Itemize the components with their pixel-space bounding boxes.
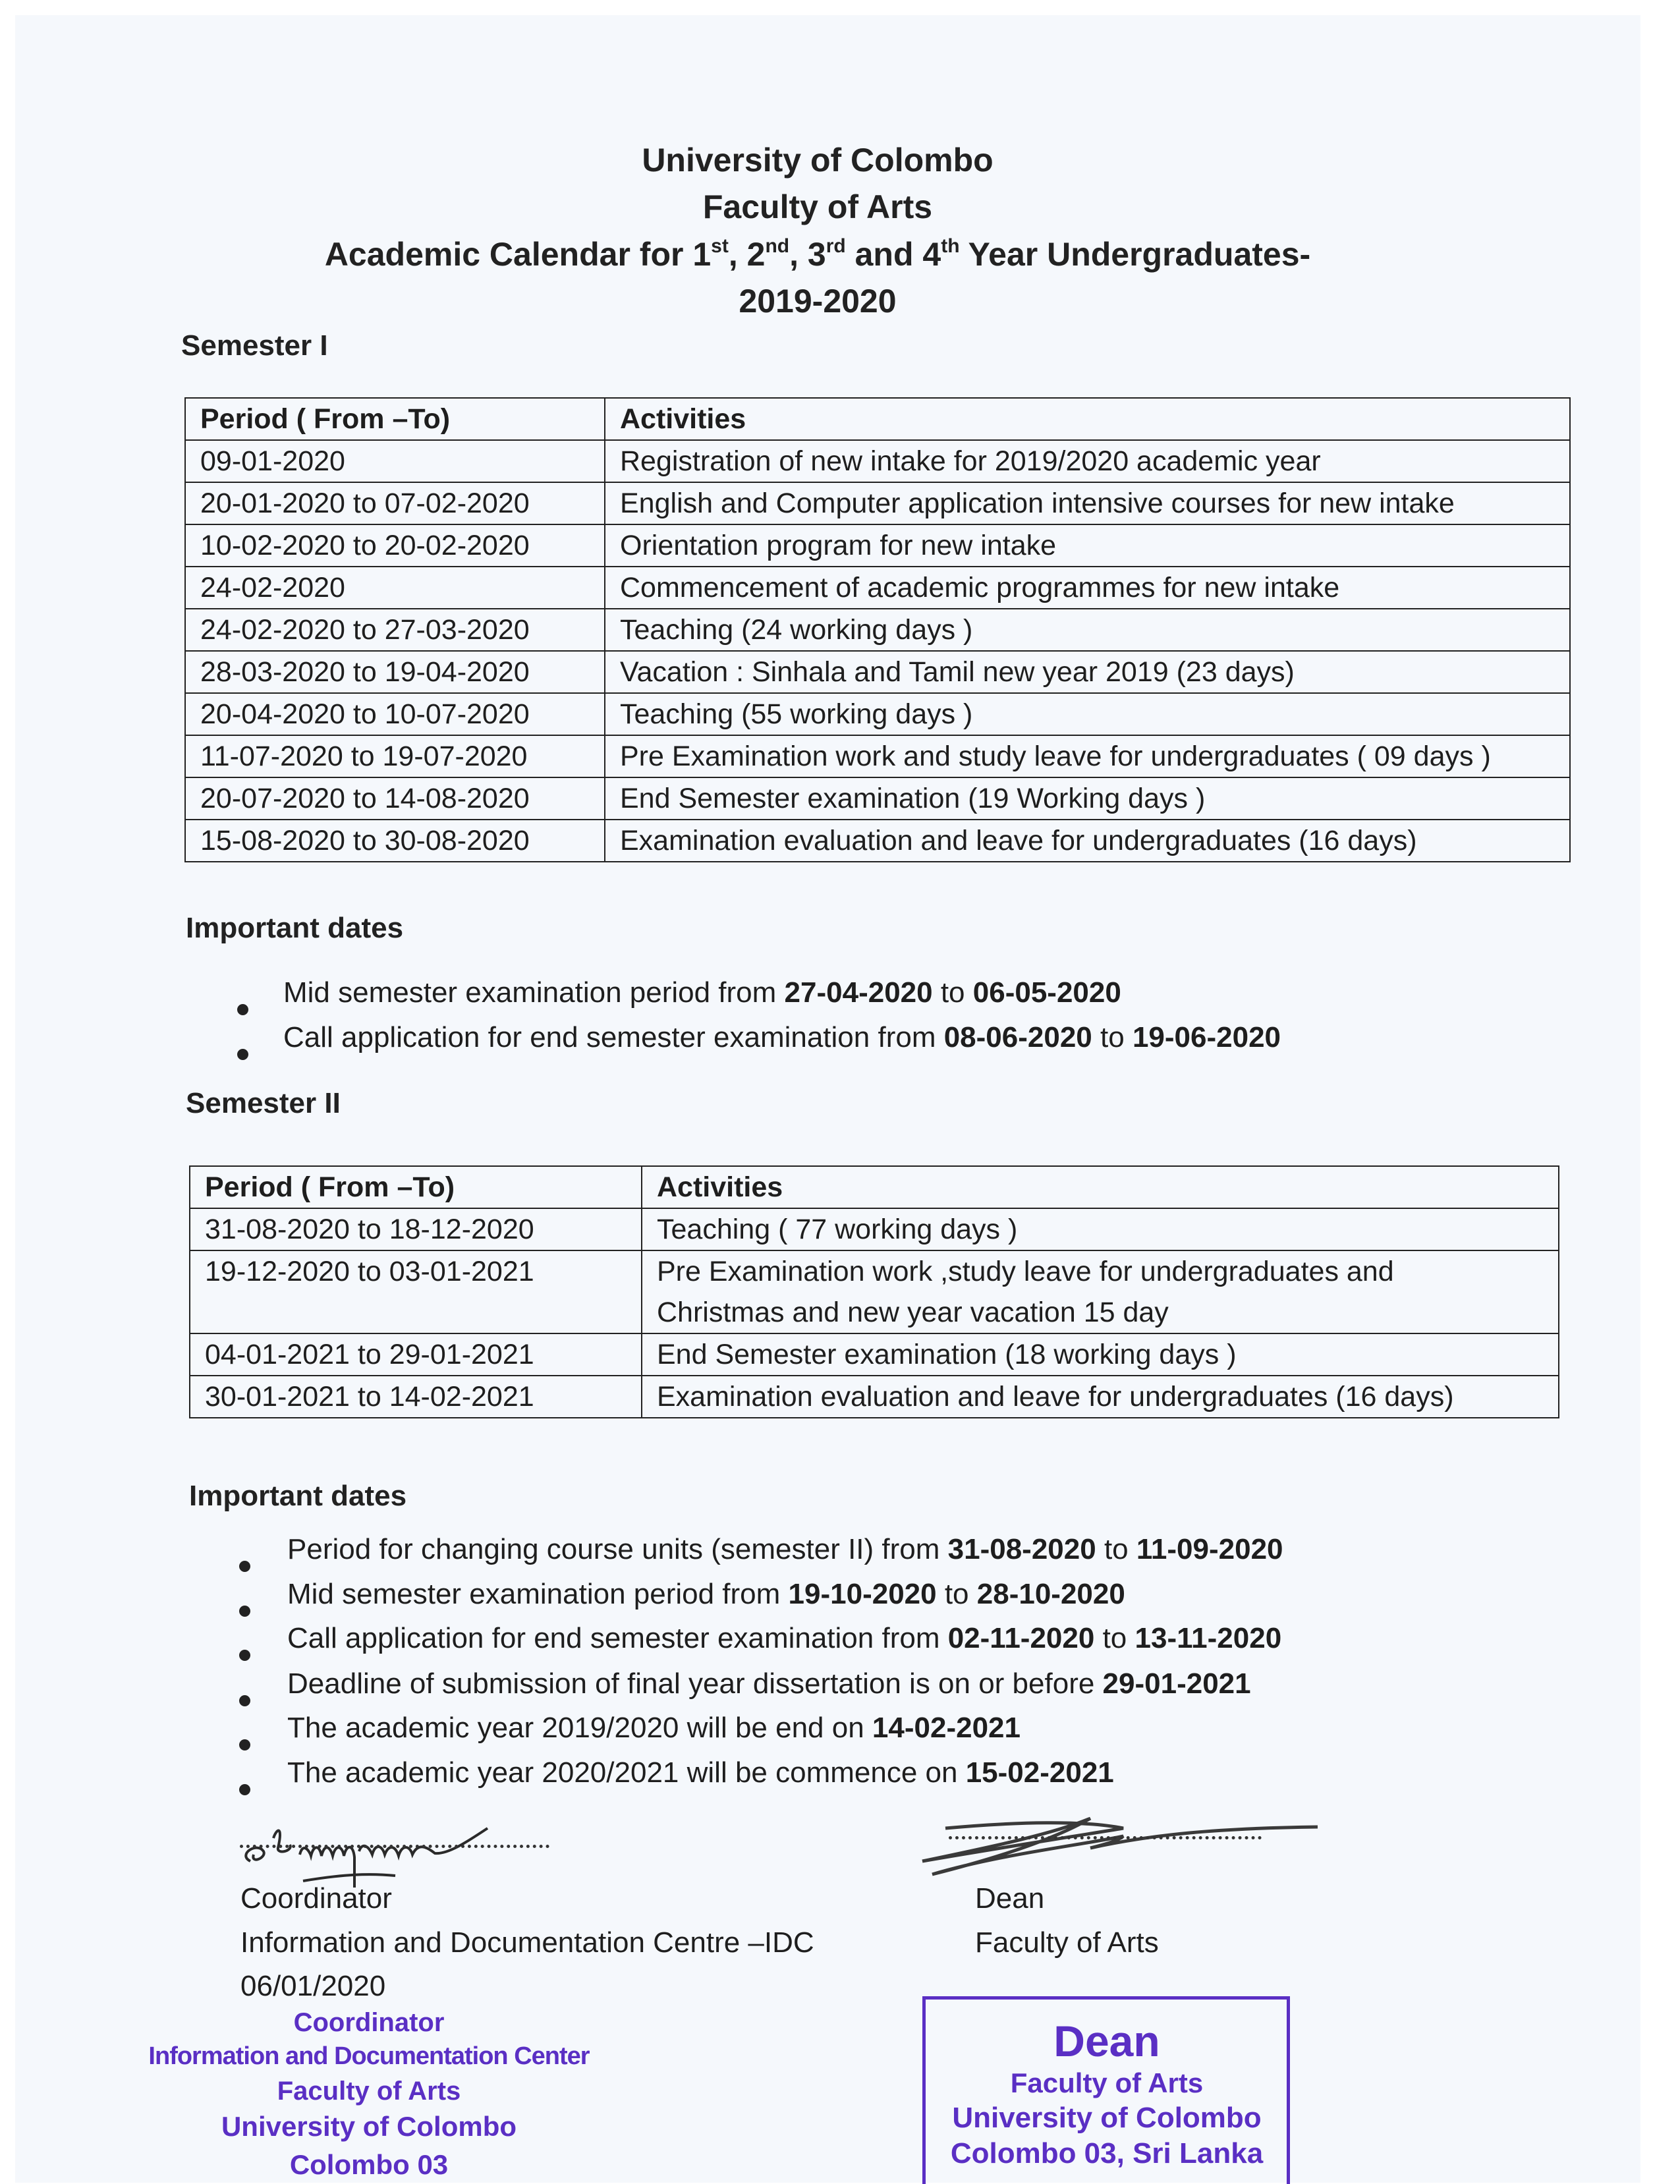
bullet-icon <box>237 1004 248 1015</box>
item-text: The academic year 2019/2020 will be end on <box>287 1712 872 1744</box>
item-date-to: 06-05-2020 <box>972 976 1121 1009</box>
table-row <box>190 1376 1559 1418</box>
column-header-activities: Activities <box>605 398 1570 440</box>
activity-cell: Examination evaluation and leave for undergraduates (16 days) <box>605 820 1570 862</box>
dean-office: Faculty of Arts <box>975 1926 1159 1959</box>
activity-cell: Pre Examination work ,study leave for undergraduates and Christmas and new year vacation 15 day <box>642 1250 1559 1333</box>
item-date: 15-02-2021 <box>965 1756 1114 1789</box>
item-date-to: 28-10-2020 <box>976 1578 1125 1610</box>
semester-1-table <box>184 397 1571 862</box>
item-text: Period for changing course units (semester II) from <box>287 1533 948 1565</box>
item-text: The academic year 2020/2021 will be commence on <box>287 1756 966 1789</box>
item-date-from: 31-08-2020 <box>947 1533 1096 1565</box>
table-row <box>185 609 1570 651</box>
table-row <box>185 777 1570 820</box>
calendar-title <box>0 235 1635 273</box>
coordinator-date: 06/01/2020 <box>240 1970 386 2002</box>
activity-cell: Teaching ( 77 working days ) <box>642 1208 1559 1250</box>
activity-cell: Pre Examination work and study leave for undergraduates ( 09 days ) <box>605 735 1570 777</box>
period-cell: 28-03-2020 to 19-04-2020 <box>185 651 605 693</box>
item-text: Call application for end semester examination from <box>283 1021 944 1053</box>
year-2: 2 <box>746 236 766 273</box>
stamp-line: University of Colombo <box>952 2102 1262 2134</box>
item-date-from: 08-06-2020 <box>943 1021 1092 1053</box>
stamp-line: Colombo 03 <box>289 2149 449 2180</box>
item-date-from: 02-11-2020 <box>947 1622 1095 1654</box>
column-header-period: Period ( From –To) <box>190 1166 642 1208</box>
stamp-line: Faculty of Arts <box>277 2077 461 2106</box>
dean-title: Dean <box>975 1882 1045 1915</box>
period-cell: 04-01-2021 to 29-01-2021 <box>190 1333 642 1376</box>
table-row <box>185 820 1570 862</box>
coordinator-office: Information and Documentation Centre –IDC <box>240 1926 814 1959</box>
semester-2-important-dates-heading: Important dates <box>189 1480 407 1512</box>
list-item <box>283 976 1121 1009</box>
stamp-line: Dean <box>1053 2017 1160 2065</box>
stamp-line: University of Colombo <box>221 2111 517 2142</box>
table-row <box>190 1208 1559 1250</box>
academic-year-title: 2019-2020 <box>739 283 897 320</box>
bullet-icon <box>239 1739 250 1750</box>
activity-cell: Teaching (24 working days ) <box>605 609 1570 651</box>
year-4-suffix: th <box>941 235 960 257</box>
item-text-mid: to <box>1094 1622 1135 1654</box>
period-cell: 19-12-2020 to 03-01-2021 <box>190 1250 642 1333</box>
stamp-line: Coordinator <box>293 2008 445 2037</box>
university-title: University of Colombo <box>642 142 994 179</box>
item-text: Mid semester examination period from <box>283 976 785 1009</box>
table-row <box>190 1333 1559 1376</box>
period-cell: 15-08-2020 to 30-08-2020 <box>185 820 605 862</box>
activity-cell: English and Computer application intensive courses for new intake <box>605 482 1570 524</box>
table-row <box>185 482 1570 524</box>
activity-cell: End Semester examination (19 Working days ) <box>605 777 1570 820</box>
year-2-suffix: nd <box>765 235 790 257</box>
item-text-mid: to <box>932 976 973 1009</box>
activity-cell: Teaching (55 working days ) <box>605 693 1570 735</box>
item-text: Call application for end semester examination from <box>287 1622 948 1654</box>
item-date: 14-02-2021 <box>872 1712 1021 1744</box>
stamp-line: Information and Documentation Center <box>148 2042 590 2070</box>
year-1: 1 <box>692 236 712 273</box>
bullet-icon <box>239 1606 250 1617</box>
item-date-to: 13-11-2020 <box>1134 1622 1282 1654</box>
dean-signature <box>919 1808 1341 1881</box>
semester-2-heading: Semester II <box>186 1087 341 1119</box>
table-row <box>190 1250 1559 1333</box>
item-date-from: 19-10-2020 <box>788 1578 937 1610</box>
semester-1-important-dates-heading: Important dates <box>186 912 404 944</box>
separator: and <box>845 236 923 273</box>
separator <box>960 236 968 273</box>
activity-cell: Vacation : Sinhala and Tamil new year 2019 (23 days) <box>605 651 1570 693</box>
activity-cell: Registration of new intake for 2019/2020 academic year <box>605 440 1570 482</box>
item-text-mid: to <box>936 1578 977 1610</box>
period-cell: 20-01-2020 to 07-02-2020 <box>185 482 605 524</box>
item-date-to: 11-09-2020 <box>1136 1533 1283 1565</box>
list-item <box>287 1667 1251 1700</box>
bullet-icon <box>237 1049 248 1060</box>
semester-2-table <box>189 1165 1559 1418</box>
item-date-from: 27-04-2020 <box>784 976 933 1009</box>
period-cell: 31-08-2020 to 18-12-2020 <box>190 1208 642 1250</box>
dean-signature-line <box>949 1836 1262 1839</box>
year-3: 3 <box>807 236 826 273</box>
stamp-line: Colombo 03, Sri Lanka <box>950 2137 1264 2170</box>
year-3-suffix: rd <box>826 235 846 257</box>
list-item <box>287 1712 1021 1745</box>
list-item <box>287 1622 1281 1655</box>
coordinator-title: Coordinator <box>240 1882 392 1915</box>
table-row <box>185 693 1570 735</box>
period-cell: 24-02-2020 <box>185 567 605 609</box>
period-cell: 11-07-2020 to 19-07-2020 <box>185 735 605 777</box>
bullet-icon <box>239 1784 250 1795</box>
year-4: 4 <box>922 236 941 273</box>
faculty-title: Faculty of Arts <box>702 188 933 225</box>
item-text-mid: to <box>1096 1533 1136 1565</box>
table-row <box>185 440 1570 482</box>
item-text-mid: to <box>1092 1021 1133 1053</box>
calendar-title-suffix: Year Undergraduates- <box>968 236 1311 273</box>
list-item <box>287 1578 1125 1611</box>
bullet-icon <box>239 1561 250 1572</box>
separator: , <box>789 236 808 273</box>
activity-cell: Examination evaluation and leave for undergraduates (16 days) <box>642 1376 1559 1418</box>
period-cell: 24-02-2020 to 27-03-2020 <box>185 609 605 651</box>
stamp-line: Faculty of Arts <box>1010 2067 1204 2098</box>
bullet-icon <box>239 1650 250 1661</box>
column-header-activities: Activities <box>642 1166 1559 1208</box>
table-row <box>185 651 1570 693</box>
item-date-to: 19-06-2020 <box>1132 1021 1281 1053</box>
column-header-period: Period ( From –To) <box>185 398 605 440</box>
year-1-suffix: st <box>711 235 729 257</box>
separator: , <box>728 236 747 273</box>
list-item <box>287 1756 1114 1789</box>
item-text: Deadline of submission of final year dissertation is on or before <box>287 1667 1103 1700</box>
activity-cell: Commencement of academic programmes for new intake <box>605 567 1570 609</box>
calendar-title-prefix: Academic Calendar for <box>324 236 693 273</box>
table-header-row <box>190 1166 1559 1208</box>
table-header-row <box>185 398 1570 440</box>
period-cell: 10-02-2020 to 20-02-2020 <box>185 524 605 567</box>
list-item <box>287 1533 1283 1566</box>
activity-cell: Orientation program for new intake <box>605 524 1570 567</box>
table-row <box>185 735 1570 777</box>
activity-cell: End Semester examination (18 working days ) <box>642 1333 1559 1376</box>
item-date: 29-01-2021 <box>1102 1667 1251 1700</box>
bullet-icon <box>239 1695 250 1706</box>
table-row <box>185 524 1570 567</box>
period-cell: 20-04-2020 to 10-07-2020 <box>185 693 605 735</box>
item-text: Mid semester examination period from <box>287 1578 789 1610</box>
table-row <box>185 567 1570 609</box>
coordinator-signature-line <box>240 1845 549 1848</box>
period-cell: 30-01-2021 to 14-02-2021 <box>190 1376 642 1418</box>
semester-1-heading: Semester I <box>181 329 328 362</box>
list-item <box>283 1021 1281 1054</box>
period-cell: 09-01-2020 <box>185 440 605 482</box>
period-cell: 20-07-2020 to 14-08-2020 <box>185 777 605 820</box>
